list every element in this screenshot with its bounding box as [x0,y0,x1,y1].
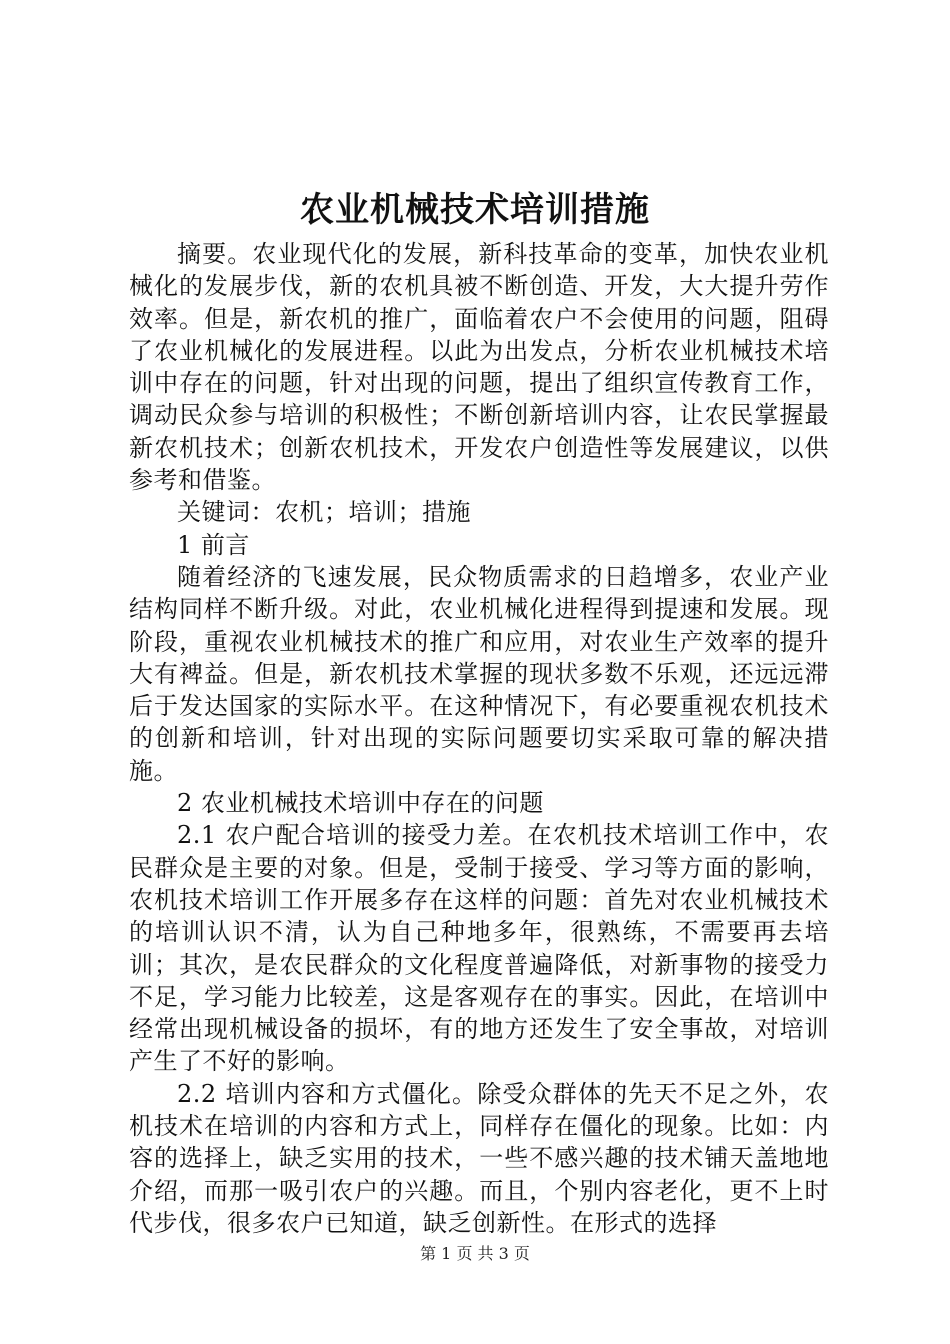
subsection-2-1-paragraph: 2.1 农户配合培训的接受力差。在农机技术培训工作中，农民群众是主要的对象。但是，受制于接受、学习等方面的影响，农机技术培训工作开展多存在这样的问题：首先对农业机械技术的培训认识不清，认为自己种地多年，很熟练，不需要再去培训；其次，是农民群众的文化程度普遍降低，对新事物的接受力不足，学习能力比较差，这是客观存在的事实。因此，在培训中经常出现机械设备的损坏，有的地方还发生了安全事故，对培训产生了不好的影响。 [129,821,829,1076]
document-body [129,238,829,1239]
abstract-paragraph: 摘要。农业现代化的发展，新科技革命的变革，加快农业机械化的发展步伐，新的农机具被不断创造、开发，大大提升劳作效率。但是，新农机的推广，面临着农户不会使用的问题，阻碍了农业机械化的发展进程。以此为出发点，分析农业机械技术培训中存在的问题，针对出现的问题，提出了组织宣传教育工作，调动民众参与培训的积极性；不断创新培训内容，让农民掌握最新农机技术；创新农机技术，开发农户创造性等发展建议，以供参考和借鉴。 [129,240,829,495]
section-heading-preface: 1 前言 [177,530,250,559]
subsection-2-2-paragraph: 2.2 培训内容和方式僵化。除受众群体的先天不足之外，农机技术在培训的内容和方式上，同样存在僵化的现象。比如：内容的选择上，缺乏实用的技术，一些不感兴趣的技术铺天盖地地介绍，而那一吸引农户的兴趣。而且，个别内容老化，更不上时代步伐，很多农户已知道，缺乏创新性。在形式的选择 [129,1079,829,1237]
section-heading-problems: 2 农业机械技术培训中存在的问题 [177,789,544,818]
document-title: 农业机械技术培训措施 [300,190,650,230]
page-number-footer: 第 1 页 共 3 页 [420,1244,530,1263]
keywords-line: 关键词：农机；培训；措施 [177,498,471,527]
preface-paragraph: 随着经济的飞速发展，民众物质需求的日趋增多，农业产业结构同样不断升级。对此，农业机械化进程得到提速和发展。现阶段，重视农业机械技术的推广和应用，对农业生产效率的提升大有裨益。但是，新农机技术掌握的现状多数不乐观，还远远滞后于发达国家的实际水平。在这种情况下，有必要重视农机技术的创新和培训，针对出现的实际问题要切实采取可靠的解决措施。 [129,562,829,785]
